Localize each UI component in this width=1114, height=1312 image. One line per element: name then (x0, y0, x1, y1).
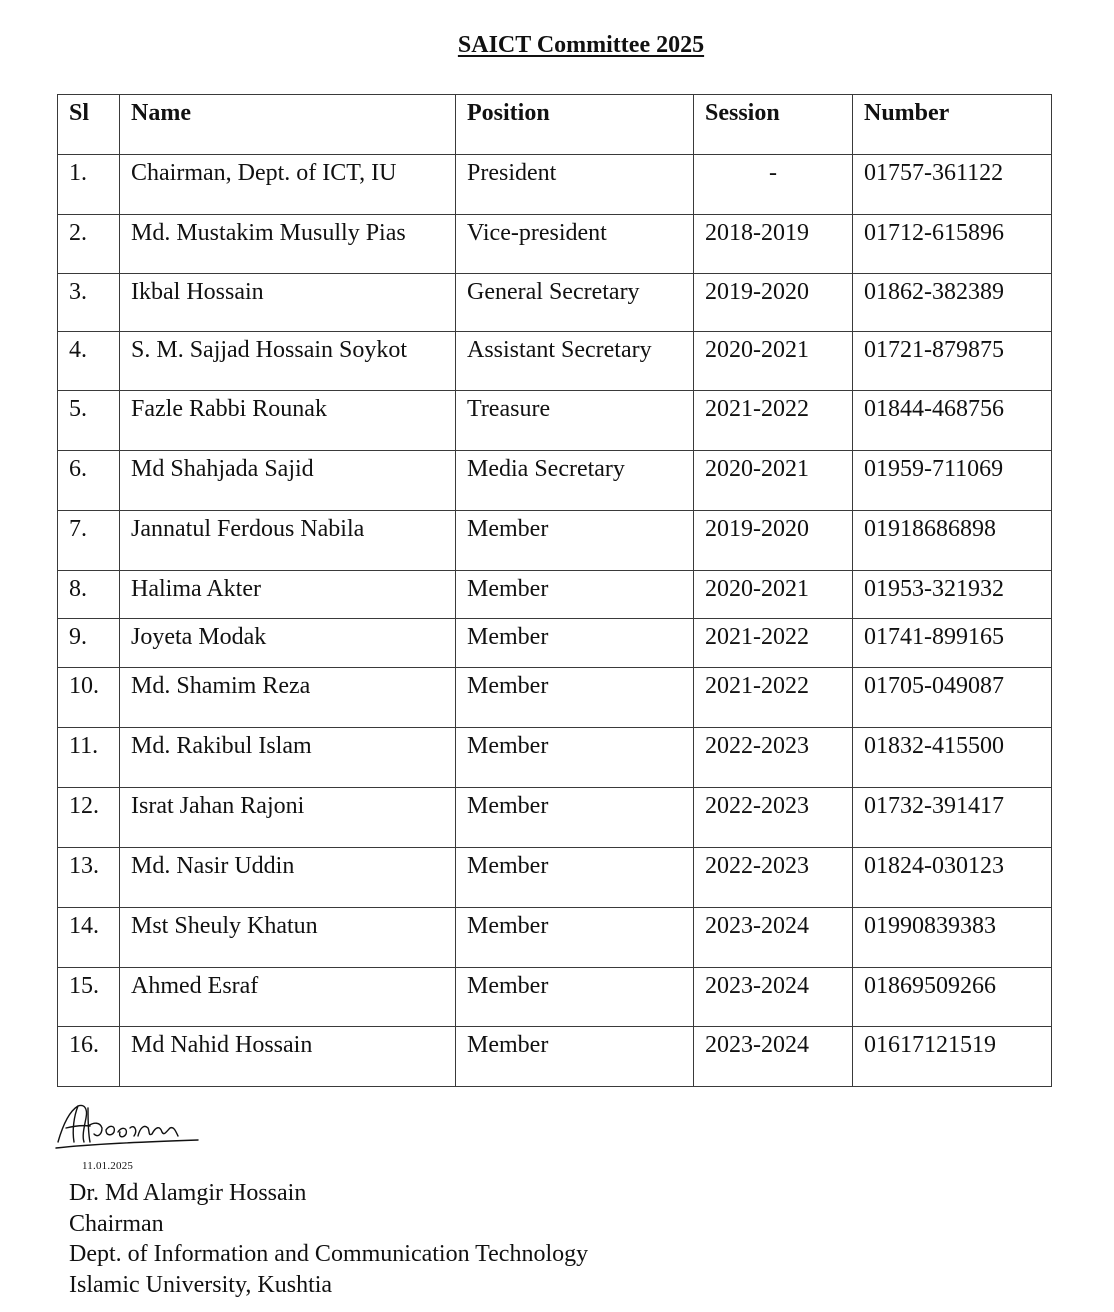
cell-sl: 16. (58, 1027, 120, 1087)
table-row (58, 571, 1052, 619)
cell-number: 01953-321932 (853, 571, 1052, 619)
cell-session: 2020-2021 (694, 571, 853, 619)
cell-number: 01869509266 (853, 968, 1052, 1027)
cell-number: 01705-049087 (853, 668, 1052, 728)
cell-name: Md. Shamim Reza (120, 668, 456, 728)
table-row (58, 511, 1052, 571)
cell-sl: 3. (58, 274, 120, 332)
cell-session: 2020-2021 (694, 451, 853, 511)
cell-sl: 4. (58, 332, 120, 391)
cell-position: Member (456, 511, 694, 571)
table-row (58, 1027, 1052, 1087)
cell-sl: 11. (58, 728, 120, 788)
table-row (58, 728, 1052, 788)
header-position: Position (456, 95, 694, 155)
header-session: Session (694, 95, 853, 155)
table-row (58, 274, 1052, 332)
cell-sl: 6. (58, 451, 120, 511)
cell-position: General Secretary (456, 274, 694, 332)
cell-name: Jannatul Ferdous Nabila (120, 511, 456, 571)
cell-number: 01862-382389 (853, 274, 1052, 332)
table-row (58, 968, 1052, 1027)
table-row (58, 391, 1052, 451)
header-sl: Sl (58, 95, 120, 155)
signatory-title: Chairman (69, 1210, 164, 1237)
cell-number: 01741-899165 (853, 619, 1052, 668)
cell-sl: 1. (58, 155, 120, 215)
cell-sl: 2. (58, 215, 120, 274)
cell-sl: 14. (58, 908, 120, 968)
cell-position: Member (456, 968, 694, 1027)
cell-session: 2022-2023 (694, 788, 853, 848)
cell-position: Member (456, 1027, 694, 1087)
header-name: Name (120, 95, 456, 155)
cell-position: Assistant Secretary (456, 332, 694, 391)
signature-date: 11.01.2025 (82, 1160, 134, 1172)
cell-session: 2019-2020 (694, 511, 853, 571)
cell-sl: 10. (58, 668, 120, 728)
cell-name: S. M. Sajjad Hossain Soykot (120, 332, 456, 391)
cell-name: Halima Akter (120, 571, 456, 619)
cell-name: Md. Mustakim Musully Pias (120, 215, 456, 274)
cell-position: Member (456, 619, 694, 668)
cell-number: 01832-415500 (853, 728, 1052, 788)
cell-sl: 8. (58, 571, 120, 619)
cell-session: 2023-2024 (694, 968, 853, 1027)
cell-name: Joyeta Modak (120, 619, 456, 668)
cell-number: 01617121519 (853, 1027, 1052, 1087)
table-row (58, 619, 1052, 668)
cell-session: 2022-2023 (694, 848, 853, 908)
cell-sl: 13. (58, 848, 120, 908)
cell-position: Member (456, 908, 694, 968)
document-title: SAICT Committee 2025 (457, 32, 705, 58)
cell-session: - (694, 155, 853, 215)
cell-position: Member (456, 848, 694, 908)
cell-session: 2020-2021 (694, 332, 853, 391)
cell-position: Member (456, 668, 694, 728)
cell-sl: 15. (58, 968, 120, 1027)
header-number: Number (853, 95, 1052, 155)
signatory-name: Dr. Md Alamgir Hossain (69, 1180, 307, 1206)
cell-sl: 7. (58, 511, 120, 571)
cell-name: Md. Rakibul Islam (120, 728, 456, 788)
cell-position: Media Secretary (456, 451, 694, 511)
cell-session: 2023-2024 (694, 908, 853, 968)
cell-session: 2021-2022 (694, 619, 853, 668)
cell-sl: 12. (58, 788, 120, 848)
cell-number: 01824-030123 (853, 848, 1052, 908)
cell-number: 01712-615896 (853, 215, 1052, 274)
cell-number: 01918686898 (853, 511, 1052, 571)
cell-session: 2021-2022 (694, 668, 853, 728)
cell-name: Fazle Rabbi Rounak (120, 391, 456, 451)
signatory-block (69, 1178, 588, 1300)
cell-sl: 9. (58, 619, 120, 668)
table-row (58, 155, 1052, 215)
signatory-department: Dept. of Information and Communication Technology (69, 1241, 589, 1267)
cell-name: Chairman, Dept. of ICT, IU (120, 155, 456, 215)
cell-number: 01990839383 (853, 908, 1052, 968)
cell-number: 01721-879875 (853, 332, 1052, 391)
cell-name: Md Shahjada Sajid (120, 451, 456, 511)
cell-name: Ahmed Esraf (120, 968, 456, 1027)
cell-position: Treasure (456, 391, 694, 451)
cell-position: Member (456, 788, 694, 848)
table-row (58, 451, 1052, 511)
committee-table (57, 94, 1052, 1087)
table-row (58, 908, 1052, 968)
handwritten-signature (52, 1098, 204, 1154)
cell-name: Israt Jahan Rajoni (120, 788, 456, 848)
cell-name: Ikbal Hossain (120, 274, 456, 332)
cell-number: 01732-391417 (853, 788, 1052, 848)
table-header-row (58, 95, 1052, 155)
cell-position: Vice-president (456, 215, 694, 274)
cell-session: 2021-2022 (694, 391, 853, 451)
table-row (58, 332, 1052, 391)
cell-name: Md Nahid Hossain (120, 1027, 456, 1087)
cell-name: Md. Nasir Uddin (120, 848, 456, 908)
cell-position: President (456, 155, 694, 215)
cell-session: 2023-2024 (694, 1027, 853, 1087)
table-row (58, 215, 1052, 274)
cell-position: Member (456, 571, 694, 619)
cell-position: Member (456, 728, 694, 788)
cell-name: Mst Sheuly Khatun (120, 908, 456, 968)
table-row (58, 788, 1052, 848)
cell-session: 2019-2020 (694, 274, 853, 332)
cell-sl: 5. (58, 391, 120, 451)
table-body (58, 155, 1052, 1087)
cell-session: 2018-2019 (694, 215, 853, 274)
signatory-university: Islamic University, Kushtia (69, 1271, 333, 1298)
table-row (58, 668, 1052, 728)
cell-number: 01757-361122 (853, 155, 1052, 215)
cell-number: 01844-468756 (853, 391, 1052, 451)
table-row (58, 848, 1052, 908)
cell-session: 2022-2023 (694, 728, 853, 788)
cell-number: 01959-711069 (853, 451, 1052, 511)
